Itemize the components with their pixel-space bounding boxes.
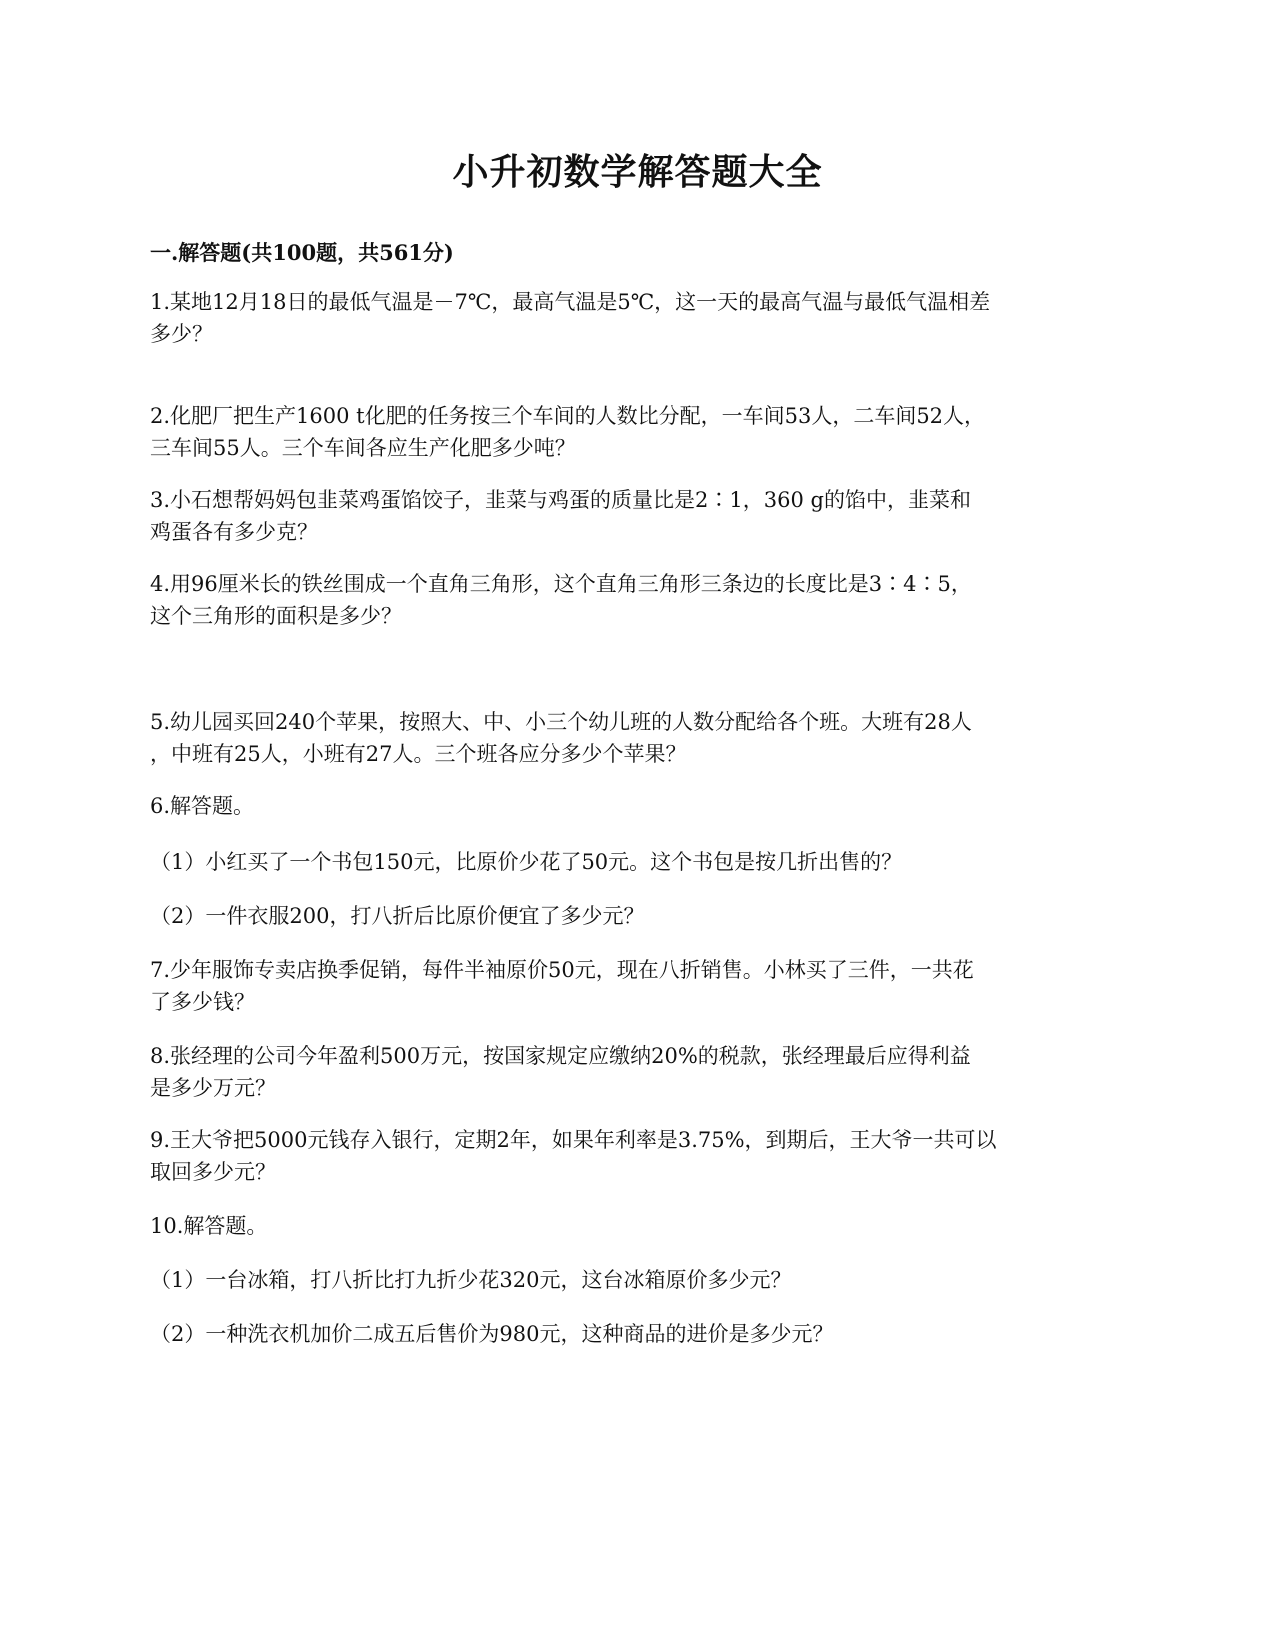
question-6-part-2	[150, 900, 1125, 932]
question-10-part-2	[150, 1318, 1125, 1350]
question-1	[150, 286, 1125, 350]
question-line: （2）一件衣服200，打八折后比原价便宜了多少元？	[150, 904, 645, 928]
question-line: （1）一台冰箱，打八折比打九折少花320元，这台冰箱原价多少元？	[150, 1268, 792, 1292]
question-5	[150, 706, 1125, 770]
question-line: （2）一种洗衣机加价二成五后售价为980元，这种商品的进价是多少元？	[150, 1322, 834, 1346]
question-7	[150, 954, 1125, 1018]
question-line: 10.解答题。	[150, 1214, 268, 1238]
question-line: （1）小红买了一个书包150元，比原价少花了50元。这个书包是按几折出售的？	[150, 850, 903, 874]
question-line: 取回多少元？	[150, 1160, 276, 1184]
document-title: 小升初数学解答题大全	[452, 151, 823, 193]
question-line: 8.张经理的公司今年盈利500万元，按国家规定应缴纳20%的税款，张经理最后应得利益	[150, 1044, 971, 1068]
question-9	[150, 1124, 1125, 1188]
question-line: 3.小石想帮妈妈包韭菜鸡蛋馅饺子，韭菜与鸡蛋的质量比是2∶1，360 g的馅中，韭菜和	[150, 488, 971, 512]
question-10	[150, 1210, 1125, 1242]
question-6-part-1	[150, 846, 1125, 878]
question-line: 4.用96厘米长的铁丝围成一个直角三角形，这个直角三角形三条边的长度比是3∶4∶5，	[150, 572, 972, 596]
question-line: 1.某地12月18日的最低气温是－7℃，最高气温是5℃，这一天的最高气温与最低气温相差	[150, 290, 991, 314]
question-line: ，中班有25人，小班有27人。三个班各应分多少个苹果？	[150, 742, 687, 766]
question-8	[150, 1040, 1125, 1104]
question-line: 三车间55人。三个车间各应生产化肥多少吨？	[150, 436, 576, 460]
question-line: 7.少年服饰专卖店换季促销，每件半袖原价50元，现在八折销售。小林买了三件，一共花	[150, 958, 974, 982]
question-line: 9.王大爷把5000元钱存入银行，定期2年，如果年利率是3.75%，到期后，王大爷一共可以	[150, 1128, 997, 1152]
question-line: 多少？	[150, 322, 213, 346]
question-line: 鸡蛋各有多少克？	[150, 520, 318, 544]
section-heading: 一.解答题(共100题，共561分)	[150, 240, 454, 265]
question-line: 6.解答题。	[150, 794, 255, 818]
question-line: 了多少钱？	[150, 990, 255, 1014]
question-line: 是多少万元？	[150, 1076, 276, 1100]
question-6	[150, 790, 1125, 822]
question-4	[150, 568, 1125, 632]
question-line: 5.幼儿园买回240个苹果，按照大、中、小三个幼儿班的人数分配给各个班。大班有28人	[150, 710, 972, 734]
question-line: 这个三角形的面积是多少？	[150, 604, 402, 628]
question-line: 2.化肥厂把生产1600 t化肥的任务按三个车间的人数比分配，一车间53人，二车间52人，	[150, 404, 986, 428]
question-10-part-1	[150, 1264, 1125, 1296]
question-3	[150, 484, 1125, 548]
question-2	[150, 400, 1125, 464]
